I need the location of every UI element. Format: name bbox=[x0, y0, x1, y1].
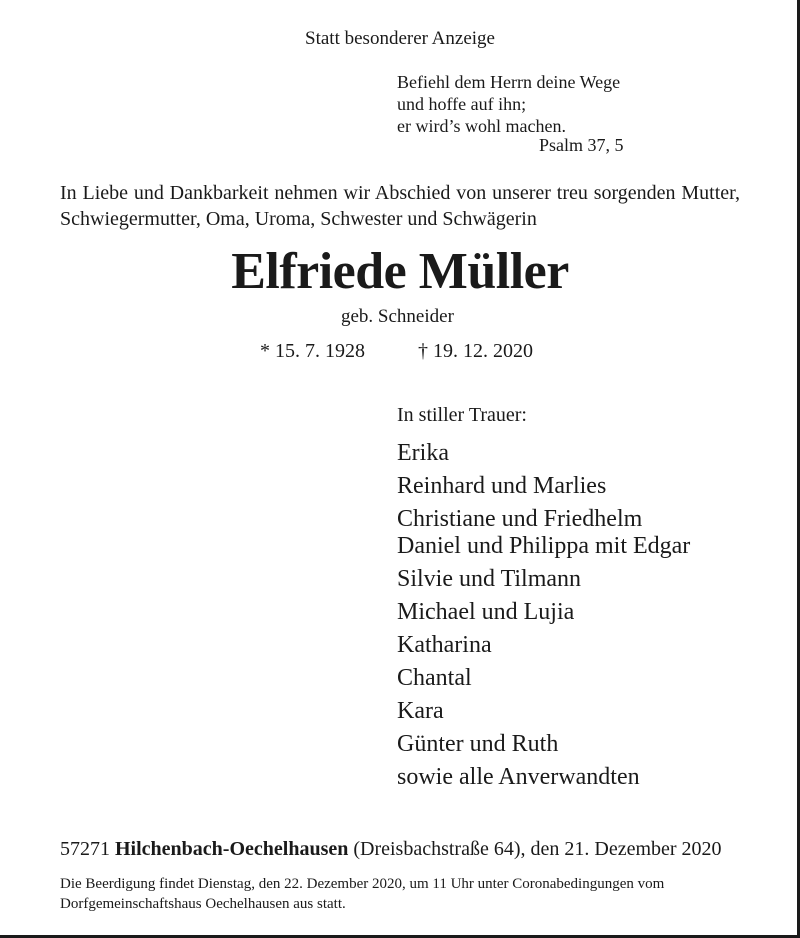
postal-code: 57271 bbox=[60, 838, 110, 860]
psalm-line: und hoffe auf ihn; bbox=[397, 94, 527, 114]
mourner-name: Chantal bbox=[397, 665, 472, 691]
mourner-name: Daniel und Philippa mit Edgar bbox=[397, 533, 691, 559]
mourner-name: Kara bbox=[397, 698, 444, 724]
mourner-name: Katharina bbox=[397, 632, 492, 658]
mourner-name: Erika bbox=[397, 440, 449, 466]
town-name: Hilchenbach-Oechelhausen bbox=[115, 838, 349, 860]
birth-date: * 15. 7. 1928 bbox=[260, 340, 365, 362]
mourner-name: Christiane und Friedhelm bbox=[397, 506, 643, 532]
mourner-name: Michael und Lujia bbox=[397, 599, 575, 625]
mourners-label: In stiller Trauer: bbox=[397, 404, 527, 426]
death-date: † 19. 12. 2020 bbox=[418, 340, 533, 362]
header-line: Statt besonderer Anzeige bbox=[305, 28, 495, 49]
mourner-name: Günter und Ruth bbox=[397, 731, 559, 757]
place-date-line bbox=[60, 838, 722, 861]
maiden-name: geb. Schneider bbox=[341, 306, 454, 327]
address-and-date: (Dreisbachstraße 64), den 21. Dezember 2020 bbox=[353, 838, 722, 860]
mourners-list bbox=[397, 437, 690, 794]
mourner-name: Reinhard und Marlies bbox=[397, 473, 607, 499]
psalm-line: er wird’s wohl machen. bbox=[397, 116, 566, 136]
mourner-name: Silvie und Tilmann bbox=[397, 566, 582, 592]
mourner-name: sowie alle Anverwandten bbox=[397, 764, 640, 790]
funeral-note: Die Beerdigung findet Dienstag, den 22. Dezember 2020, um 11 Uhr unter Coronabedingungen vom Dorfgemeinschaftshaus Oechelhausen aus statt. bbox=[60, 876, 665, 912]
intro-text: In Liebe und Dankbarkeit nehmen wir Abschied von unserer treu sorgenden Mutter, Schwiegermutter, Oma, Uroma, Schwester und Schwägerin bbox=[60, 182, 740, 230]
psalm-line: Befiehl dem Herrn deine Wege bbox=[397, 72, 621, 92]
psalm-quote bbox=[397, 71, 620, 137]
deceased-name: Elfriede Müller bbox=[231, 243, 569, 300]
psalm-reference: Psalm 37, 5 bbox=[539, 135, 624, 155]
